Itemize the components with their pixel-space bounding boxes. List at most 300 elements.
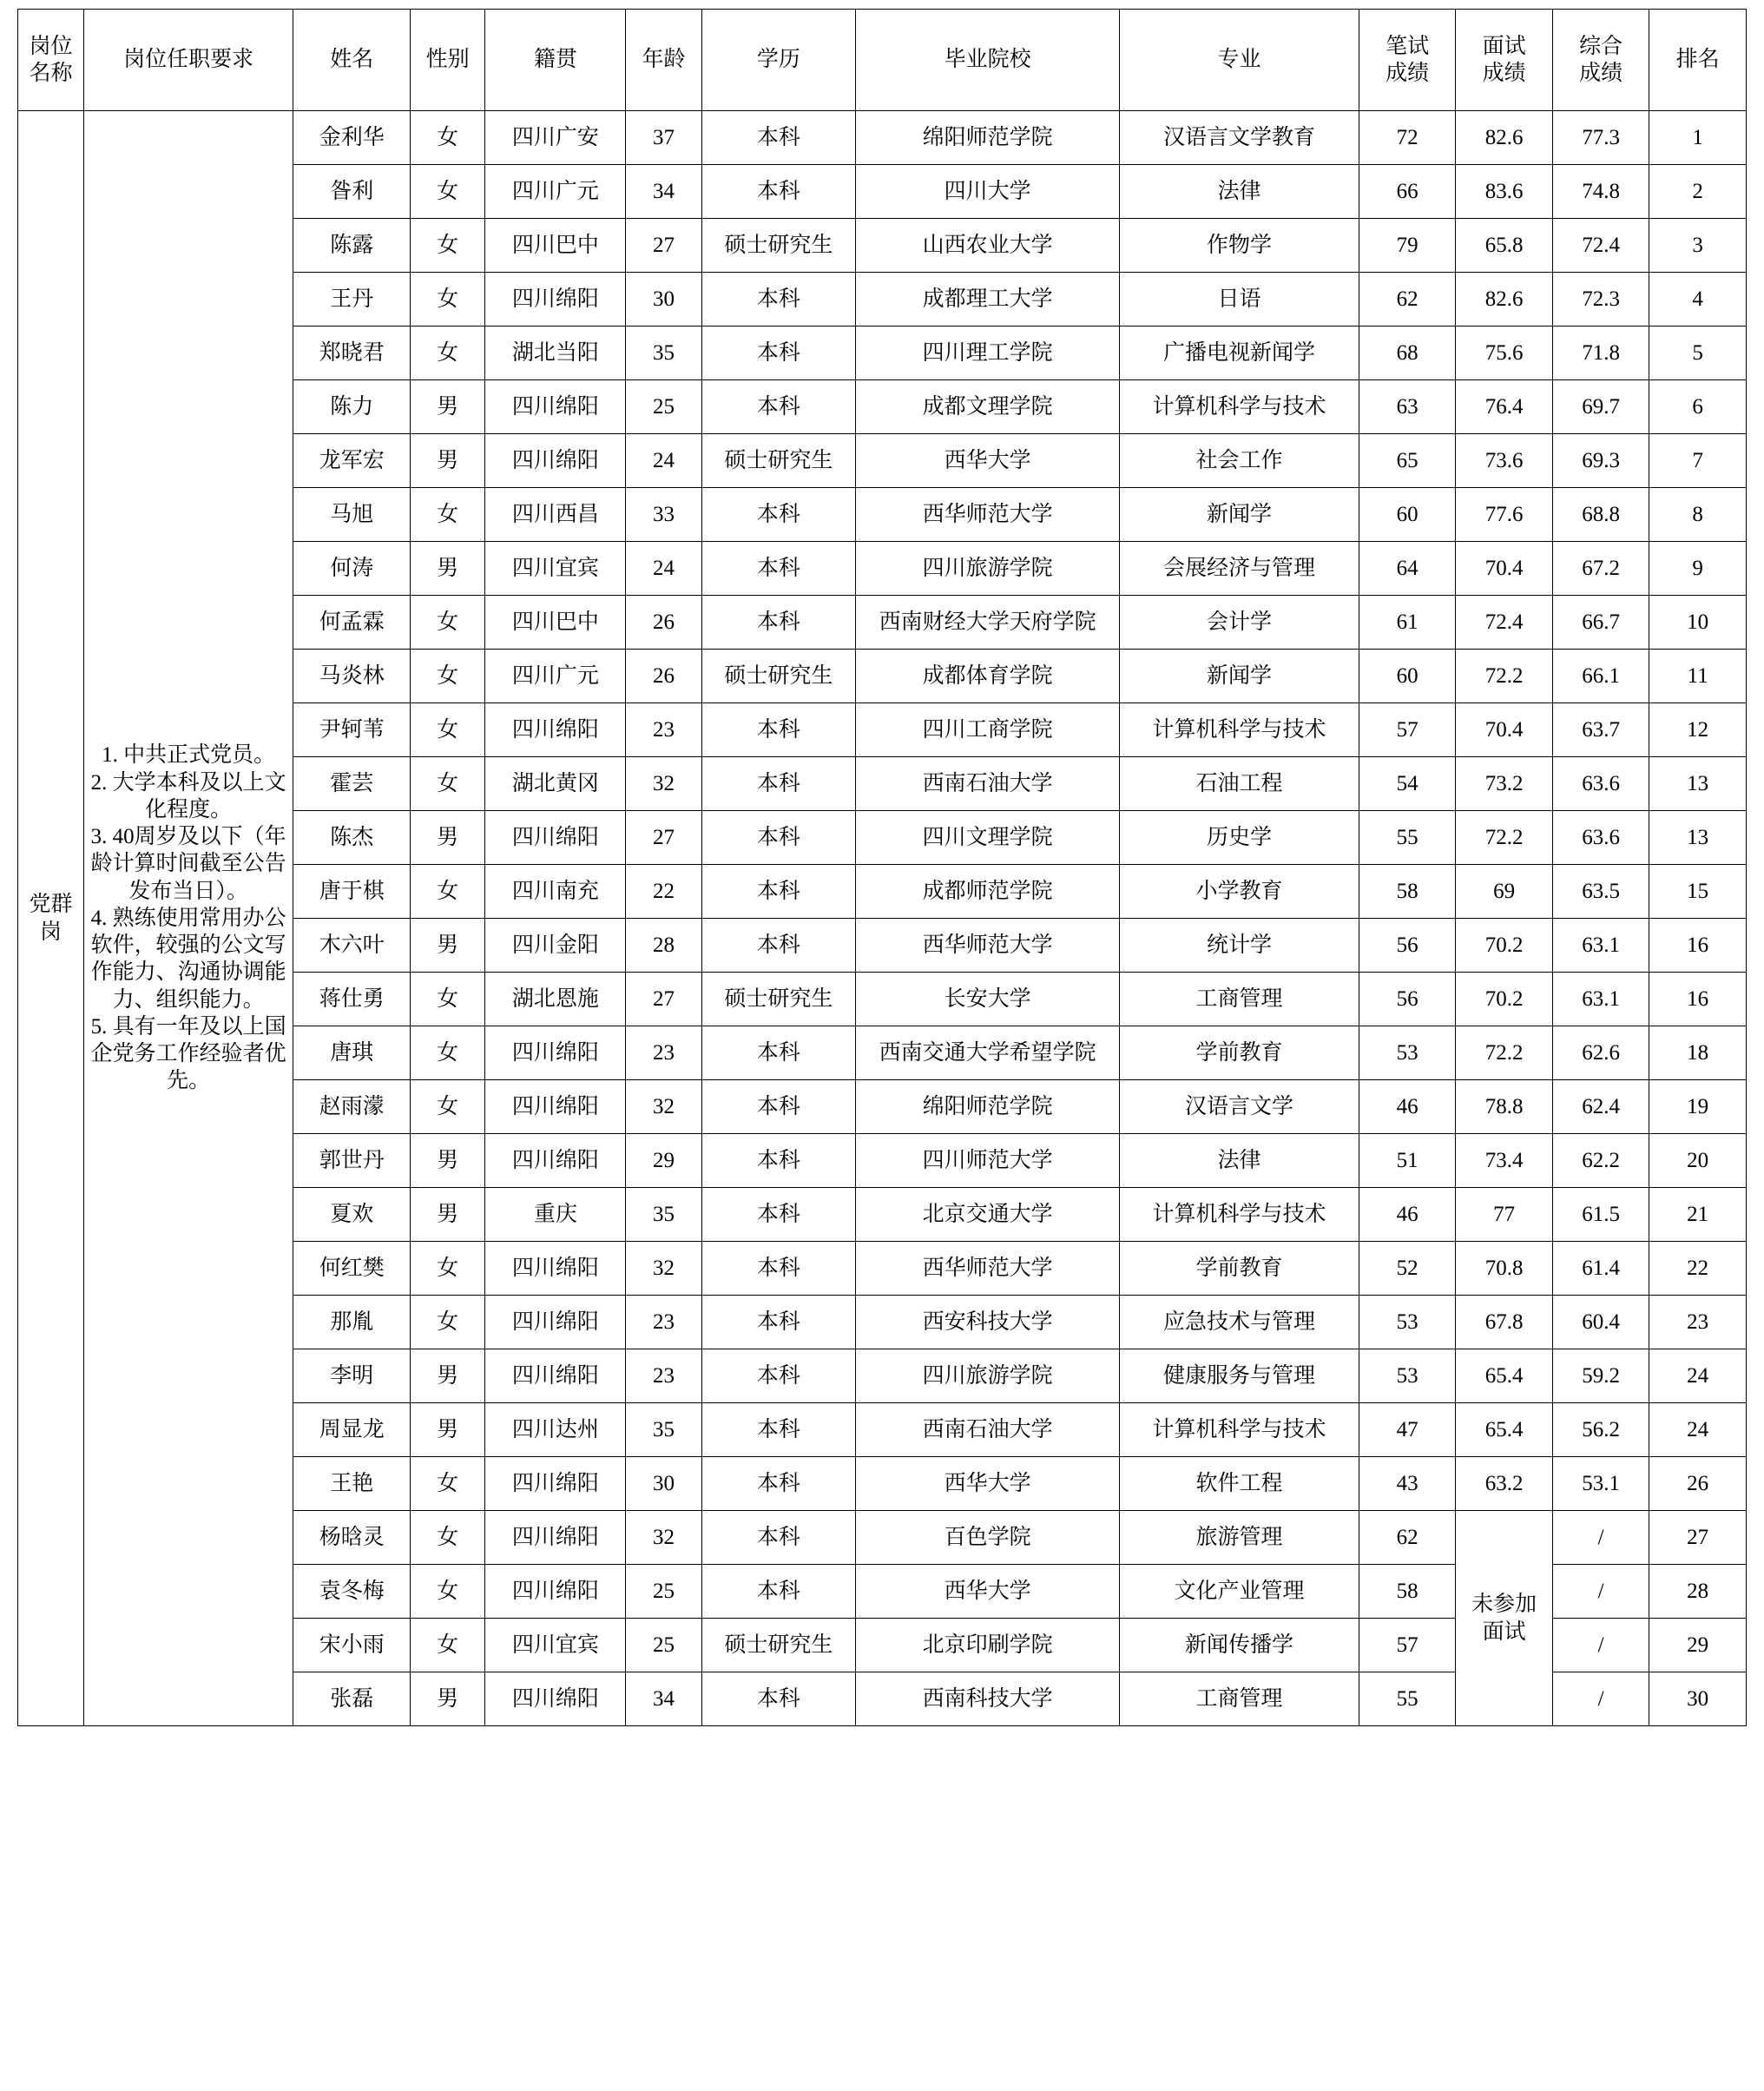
- cell-gender: 女: [411, 1080, 485, 1134]
- cell-written-score: 53: [1359, 1349, 1456, 1403]
- cell-total-score: 56.2: [1552, 1403, 1649, 1457]
- cell-major: 会展经济与管理: [1120, 542, 1359, 596]
- cell-rank: 11: [1649, 650, 1747, 703]
- cell-name: 夏欢: [293, 1188, 411, 1242]
- cell-major: 软件工程: [1120, 1457, 1359, 1511]
- cell-school: 西南交通大学希望学院: [856, 1026, 1120, 1080]
- header-requirements: 岗位任职要求: [84, 10, 293, 111]
- cell-gender: 女: [411, 1565, 485, 1619]
- cell-rank: 6: [1649, 380, 1747, 434]
- cell-written-score: 66: [1359, 165, 1456, 219]
- cell-major: 应急技术与管理: [1120, 1296, 1359, 1349]
- cell-no-interview: [1456, 1511, 1553, 1726]
- cell-interview-score: 77.6: [1456, 488, 1553, 542]
- cell-age: 32: [626, 1242, 701, 1296]
- cell-gender: 男: [411, 1134, 485, 1188]
- cell-gender: 女: [411, 865, 485, 919]
- header-name: 姓名: [293, 10, 411, 111]
- cell-education: 本科: [701, 1565, 855, 1619]
- cell-school: 绵阳师范学院: [856, 111, 1120, 165]
- cell-education: 本科: [701, 273, 855, 327]
- cell-hometown: 四川绵阳: [485, 1242, 626, 1296]
- header-interview-score: [1456, 10, 1553, 111]
- cell-age: 28: [626, 919, 701, 973]
- cell-total-score: 74.8: [1552, 165, 1649, 219]
- cell-school: 山西农业大学: [856, 219, 1120, 273]
- cell-gender: 女: [411, 703, 485, 757]
- header-post-name-line2: 名称: [29, 62, 73, 85]
- header-post-name: [18, 10, 84, 111]
- cell-hometown: 重庆: [485, 1188, 626, 1242]
- requirement-line: 2. 大学本科及以上文化程度。: [90, 770, 286, 821]
- cell-major: 法律: [1120, 165, 1359, 219]
- header-written-line1: 笔试: [1386, 34, 1430, 58]
- cell-total-score: 71.8: [1552, 327, 1649, 380]
- cell-major: 汉语言文学: [1120, 1080, 1359, 1134]
- cell-major: 会计学: [1120, 596, 1359, 650]
- cell-total-score: 63.6: [1552, 757, 1649, 811]
- cell-rank: 2: [1649, 165, 1747, 219]
- cell-gender: 男: [411, 1349, 485, 1403]
- header-written-score: [1359, 10, 1456, 111]
- cell-school: 西安科技大学: [856, 1296, 1120, 1349]
- cell-gender: 男: [411, 919, 485, 973]
- cell-major: 工商管理: [1120, 973, 1359, 1026]
- cell-written-score: 56: [1359, 919, 1456, 973]
- cell-age: 25: [626, 1619, 701, 1672]
- cell-major: 汉语言文学教育: [1120, 111, 1359, 165]
- cell-interview-score: 63.2: [1456, 1457, 1553, 1511]
- cell-education: 本科: [701, 596, 855, 650]
- cell-rank: 3: [1649, 219, 1747, 273]
- cell-total-score: 72.4: [1552, 219, 1649, 273]
- requirement-line: 3. 40周岁及以下（年龄计算时间截至公告发布当日）。: [90, 825, 286, 903]
- header-major: 专业: [1120, 10, 1359, 111]
- table-body: [18, 111, 1747, 1726]
- header-age: 年龄: [626, 10, 701, 111]
- cell-interview-score: 65.8: [1456, 219, 1553, 273]
- cell-school: 西华大学: [856, 1457, 1120, 1511]
- cell-rank: 16: [1649, 973, 1747, 1026]
- cell-age: 33: [626, 488, 701, 542]
- cell-interview-score: 72.2: [1456, 650, 1553, 703]
- cell-major: 新闻学: [1120, 650, 1359, 703]
- cell-rank: 16: [1649, 919, 1747, 973]
- cell-age: 23: [626, 1026, 701, 1080]
- cell-name: 昝利: [293, 165, 411, 219]
- cell-rank: 24: [1649, 1403, 1747, 1457]
- cell-major: 小学教育: [1120, 865, 1359, 919]
- cell-written-score: 79: [1359, 219, 1456, 273]
- cell-interview-score: 72.2: [1456, 1026, 1553, 1080]
- cell-major: 日语: [1120, 273, 1359, 327]
- cell-school: 西南财经大学天府学院: [856, 596, 1120, 650]
- table-row: [18, 111, 1747, 165]
- cell-interview-score: 83.6: [1456, 165, 1553, 219]
- cell-total-score: 53.1: [1552, 1457, 1649, 1511]
- cell-education: 本科: [701, 1026, 855, 1080]
- cell-rank: 29: [1649, 1619, 1747, 1672]
- cell-school: 百色学院: [856, 1511, 1120, 1565]
- cell-hometown: 四川绵阳: [485, 380, 626, 434]
- cell-major: 学前教育: [1120, 1242, 1359, 1296]
- cell-school: 长安大学: [856, 973, 1120, 1026]
- cell-total-score: 72.3: [1552, 273, 1649, 327]
- cell-age: 22: [626, 865, 701, 919]
- cell-name: 何孟霖: [293, 596, 411, 650]
- cell-total-score: 63.6: [1552, 811, 1649, 865]
- cell-rank: 10: [1649, 596, 1747, 650]
- header-written-line2: 成绩: [1386, 62, 1430, 85]
- cell-education: 本科: [701, 1080, 855, 1134]
- cell-school: 西南科技大学: [856, 1672, 1120, 1726]
- cell-gender: 女: [411, 1242, 485, 1296]
- cell-rank: 26: [1649, 1457, 1747, 1511]
- cell-school: 四川大学: [856, 165, 1120, 219]
- cell-rank: 23: [1649, 1296, 1747, 1349]
- cell-gender: 女: [411, 219, 485, 273]
- cell-rank: 13: [1649, 811, 1747, 865]
- cell-written-score: 62: [1359, 1511, 1456, 1565]
- cell-hometown: 湖北当阳: [485, 327, 626, 380]
- cell-name: 赵雨濛: [293, 1080, 411, 1134]
- cell-gender: 女: [411, 1457, 485, 1511]
- header-interview-line1: 面试: [1482, 34, 1526, 58]
- cell-education: 本科: [701, 1403, 855, 1457]
- cell-gender: 女: [411, 327, 485, 380]
- cell-written-score: 55: [1359, 1672, 1456, 1726]
- cell-education: 本科: [701, 1188, 855, 1242]
- cell-gender: 男: [411, 434, 485, 488]
- cell-name: 龙军宏: [293, 434, 411, 488]
- cell-gender: 女: [411, 596, 485, 650]
- cell-age: 24: [626, 542, 701, 596]
- cell-interview-score: 65.4: [1456, 1349, 1553, 1403]
- cell-age: 30: [626, 273, 701, 327]
- cell-school: 西南石油大学: [856, 1403, 1120, 1457]
- cell-major: 石油工程: [1120, 757, 1359, 811]
- cell-interview-score: 73.2: [1456, 757, 1553, 811]
- cell-written-score: 46: [1359, 1188, 1456, 1242]
- cell-interview-score: 67.8: [1456, 1296, 1553, 1349]
- cell-name: 马旭: [293, 488, 411, 542]
- cell-hometown: 四川西昌: [485, 488, 626, 542]
- cell-school: 四川师范大学: [856, 1134, 1120, 1188]
- cell-name: 何涛: [293, 542, 411, 596]
- cell-gender: 男: [411, 1403, 485, 1457]
- cell-major: 历史学: [1120, 811, 1359, 865]
- no-interview-line2: 面试: [1482, 1619, 1526, 1644]
- cell-age: 32: [626, 1080, 701, 1134]
- cell-interview-score: 70.4: [1456, 703, 1553, 757]
- cell-written-score: 53: [1359, 1026, 1456, 1080]
- cell-rank: 20: [1649, 1134, 1747, 1188]
- cell-gender: 女: [411, 1026, 485, 1080]
- cell-major: 法律: [1120, 1134, 1359, 1188]
- cell-total-score: /: [1552, 1619, 1649, 1672]
- cell-hometown: 四川绵阳: [485, 273, 626, 327]
- requirement-line: 1. 中共正式党员。: [102, 743, 276, 768]
- cell-education: 本科: [701, 111, 855, 165]
- cell-hometown: 四川宜宾: [485, 542, 626, 596]
- cell-gender: 女: [411, 757, 485, 811]
- header-hometown: 籍贯: [485, 10, 626, 111]
- cell-education: 本科: [701, 1242, 855, 1296]
- cell-total-score: 68.8: [1552, 488, 1649, 542]
- cell-education: 硕士研究生: [701, 650, 855, 703]
- cell-rank: 30: [1649, 1672, 1747, 1726]
- cell-age: 25: [626, 1565, 701, 1619]
- cell-school: 四川理工学院: [856, 327, 1120, 380]
- cell-hometown: 四川绵阳: [485, 434, 626, 488]
- cell-written-score: 55: [1359, 811, 1456, 865]
- cell-written-score: 62: [1359, 273, 1456, 327]
- cell-gender: 男: [411, 542, 485, 596]
- cell-major: 计算机科学与技术: [1120, 1188, 1359, 1242]
- cell-name: 蒋仕勇: [293, 973, 411, 1026]
- cell-name: 张磊: [293, 1672, 411, 1726]
- cell-age: 23: [626, 703, 701, 757]
- cell-interview-score: 72.2: [1456, 811, 1553, 865]
- header-interview-line2: 成绩: [1482, 62, 1526, 85]
- cell-name: 周显龙: [293, 1403, 411, 1457]
- cell-name: 王丹: [293, 273, 411, 327]
- cell-major: 旅游管理: [1120, 1511, 1359, 1565]
- cell-total-score: 61.4: [1552, 1242, 1649, 1296]
- cell-name: 尹轲苇: [293, 703, 411, 757]
- cell-written-score: 63: [1359, 380, 1456, 434]
- cell-education: 硕士研究生: [701, 434, 855, 488]
- cell-gender: 男: [411, 811, 485, 865]
- candidate-results-table: [17, 9, 1747, 1726]
- cell-name: 金利华: [293, 111, 411, 165]
- cell-age: 25: [626, 380, 701, 434]
- cell-education: 本科: [701, 165, 855, 219]
- cell-hometown: 四川广元: [485, 165, 626, 219]
- cell-age: 35: [626, 1188, 701, 1242]
- cell-rank: 19: [1649, 1080, 1747, 1134]
- cell-education: 本科: [701, 380, 855, 434]
- cell-total-score: 62.6: [1552, 1026, 1649, 1080]
- cell-name: 李明: [293, 1349, 411, 1403]
- cell-total-score: 69.7: [1552, 380, 1649, 434]
- cell-education: 本科: [701, 865, 855, 919]
- cell-total-score: /: [1552, 1672, 1649, 1726]
- cell-total-score: 62.4: [1552, 1080, 1649, 1134]
- cell-school: 四川文理学院: [856, 811, 1120, 865]
- cell-education: 本科: [701, 919, 855, 973]
- cell-education: 本科: [701, 542, 855, 596]
- cell-written-score: 61: [1359, 596, 1456, 650]
- cell-interview-score: 73.4: [1456, 1134, 1553, 1188]
- cell-major: 广播电视新闻学: [1120, 327, 1359, 380]
- cell-written-score: 57: [1359, 1619, 1456, 1672]
- no-interview-line1: 未参加: [1471, 1593, 1537, 1617]
- cell-hometown: 湖北恩施: [485, 973, 626, 1026]
- cell-gender: 女: [411, 1511, 485, 1565]
- cell-major: 统计学: [1120, 919, 1359, 973]
- cell-rank: 1: [1649, 111, 1747, 165]
- cell-education: 本科: [701, 488, 855, 542]
- cell-major: 作物学: [1120, 219, 1359, 273]
- cell-gender: 女: [411, 1619, 485, 1672]
- cell-gender: 女: [411, 650, 485, 703]
- cell-rank: 4: [1649, 273, 1747, 327]
- cell-interview-score: 70.2: [1456, 973, 1553, 1026]
- cell-education: 本科: [701, 757, 855, 811]
- cell-rank: 12: [1649, 703, 1747, 757]
- cell-name: 唐于棋: [293, 865, 411, 919]
- cell-school: 西华师范大学: [856, 919, 1120, 973]
- cell-total-score: 69.3: [1552, 434, 1649, 488]
- cell-interview-score: 72.4: [1456, 596, 1553, 650]
- cell-hometown: 四川巴中: [485, 596, 626, 650]
- cell-school: 绵阳师范学院: [856, 1080, 1120, 1134]
- cell-school: 西华师范大学: [856, 1242, 1120, 1296]
- cell-rank: 5: [1649, 327, 1747, 380]
- cell-gender: 女: [411, 165, 485, 219]
- cell-school: 四川工商学院: [856, 703, 1120, 757]
- cell-hometown: 四川绵阳: [485, 1457, 626, 1511]
- cell-age: 26: [626, 596, 701, 650]
- cell-written-score: 46: [1359, 1080, 1456, 1134]
- cell-total-score: 77.3: [1552, 111, 1649, 165]
- cell-major: 工商管理: [1120, 1672, 1359, 1726]
- cell-education: 本科: [701, 1134, 855, 1188]
- cell-written-score: 43: [1359, 1457, 1456, 1511]
- cell-total-score: 61.5: [1552, 1188, 1649, 1242]
- cell-total-score: 63.1: [1552, 973, 1649, 1026]
- cell-school: 西南石油大学: [856, 757, 1120, 811]
- cell-rank: 15: [1649, 865, 1747, 919]
- cell-major: 健康服务与管理: [1120, 1349, 1359, 1403]
- cell-major: 计算机科学与技术: [1120, 1403, 1359, 1457]
- cell-gender: 女: [411, 488, 485, 542]
- cell-total-score: 62.2: [1552, 1134, 1649, 1188]
- cell-name: 唐琪: [293, 1026, 411, 1080]
- cell-school: 西华师范大学: [856, 488, 1120, 542]
- header-total-line2: 成绩: [1579, 62, 1623, 85]
- cell-name: 陈露: [293, 219, 411, 273]
- cell-school: 北京交通大学: [856, 1188, 1120, 1242]
- cell-rank: 22: [1649, 1242, 1747, 1296]
- cell-hometown: 湖北黄冈: [485, 757, 626, 811]
- cell-gender: 男: [411, 1672, 485, 1726]
- cell-name: 杨晗灵: [293, 1511, 411, 1565]
- cell-interview-score: 76.4: [1456, 380, 1553, 434]
- cell-hometown: 四川巴中: [485, 219, 626, 273]
- header-gender: 性别: [411, 10, 485, 111]
- cell-hometown: 四川绵阳: [485, 1080, 626, 1134]
- cell-gender: 男: [411, 1188, 485, 1242]
- cell-age: 23: [626, 1349, 701, 1403]
- cell-rank: 24: [1649, 1349, 1747, 1403]
- cell-hometown: 四川绵阳: [485, 811, 626, 865]
- cell-interview-score: 70.2: [1456, 919, 1553, 973]
- cell-total-score: /: [1552, 1565, 1649, 1619]
- cell-education: 本科: [701, 327, 855, 380]
- header-total-line1: 综合: [1579, 34, 1623, 58]
- cell-major: 文化产业管理: [1120, 1565, 1359, 1619]
- cell-school: 四川旅游学院: [856, 542, 1120, 596]
- cell-interview-score: 70.8: [1456, 1242, 1553, 1296]
- cell-name: 何红樊: [293, 1242, 411, 1296]
- cell-hometown: 四川绵阳: [485, 1134, 626, 1188]
- cell-written-score: 47: [1359, 1403, 1456, 1457]
- cell-hometown: 四川南充: [485, 865, 626, 919]
- cell-age: 30: [626, 1457, 701, 1511]
- cell-education: 本科: [701, 703, 855, 757]
- cell-written-score: 72: [1359, 111, 1456, 165]
- cell-age: 29: [626, 1134, 701, 1188]
- header-row: [18, 10, 1747, 111]
- cell-written-score: 68: [1359, 327, 1456, 380]
- cell-hometown: 四川绵阳: [485, 1565, 626, 1619]
- cell-hometown: 四川绵阳: [485, 1296, 626, 1349]
- cell-age: 37: [626, 111, 701, 165]
- cell-written-score: 58: [1359, 865, 1456, 919]
- cell-total-score: 66.1: [1552, 650, 1649, 703]
- cell-hometown: 四川广元: [485, 650, 626, 703]
- header-education: 学历: [701, 10, 855, 111]
- cell-rank: 9: [1649, 542, 1747, 596]
- cell-age: 26: [626, 650, 701, 703]
- cell-age: 32: [626, 1511, 701, 1565]
- cell-rank: 8: [1649, 488, 1747, 542]
- cell-total-score: 63.1: [1552, 919, 1649, 973]
- cell-gender: 女: [411, 1296, 485, 1349]
- cell-age: 23: [626, 1296, 701, 1349]
- cell-hometown: 四川绵阳: [485, 1511, 626, 1565]
- cell-written-score: 56: [1359, 973, 1456, 1026]
- cell-hometown: 四川广安: [485, 111, 626, 165]
- cell-gender: 女: [411, 273, 485, 327]
- cell-interview-score: 78.8: [1456, 1080, 1553, 1134]
- cell-hometown: 四川宜宾: [485, 1619, 626, 1672]
- cell-age: 32: [626, 757, 701, 811]
- cell-school: 北京印刷学院: [856, 1619, 1120, 1672]
- cell-name: 陈力: [293, 380, 411, 434]
- cell-interview-score: 75.6: [1456, 327, 1553, 380]
- header-school: 毕业院校: [856, 10, 1120, 111]
- cell-major: 社会工作: [1120, 434, 1359, 488]
- cell-education: 本科: [701, 1349, 855, 1403]
- cell-interview-score: 77: [1456, 1188, 1553, 1242]
- cell-school: 成都理工大学: [856, 273, 1120, 327]
- cell-written-score: 60: [1359, 650, 1456, 703]
- cell-age: 34: [626, 165, 701, 219]
- cell-school: 成都体育学院: [856, 650, 1120, 703]
- cell-age: 24: [626, 434, 701, 488]
- cell-age: 27: [626, 811, 701, 865]
- cell-name: 木六叶: [293, 919, 411, 973]
- cell-gender: 女: [411, 111, 485, 165]
- cell-hometown: 四川绵阳: [485, 1672, 626, 1726]
- cell-rank: 13: [1649, 757, 1747, 811]
- cell-major: 新闻学: [1120, 488, 1359, 542]
- cell-name: 霍芸: [293, 757, 411, 811]
- cell-total-score: /: [1552, 1511, 1649, 1565]
- cell-written-score: 53: [1359, 1296, 1456, 1349]
- cell-written-score: 60: [1359, 488, 1456, 542]
- cell-rank: 28: [1649, 1565, 1747, 1619]
- cell-major: 新闻传播学: [1120, 1619, 1359, 1672]
- cell-hometown: 四川达州: [485, 1403, 626, 1457]
- requirements-cell: [84, 111, 293, 1726]
- cell-interview-score: 70.4: [1456, 542, 1553, 596]
- cell-education: 本科: [701, 1511, 855, 1565]
- cell-name: 袁冬梅: [293, 1565, 411, 1619]
